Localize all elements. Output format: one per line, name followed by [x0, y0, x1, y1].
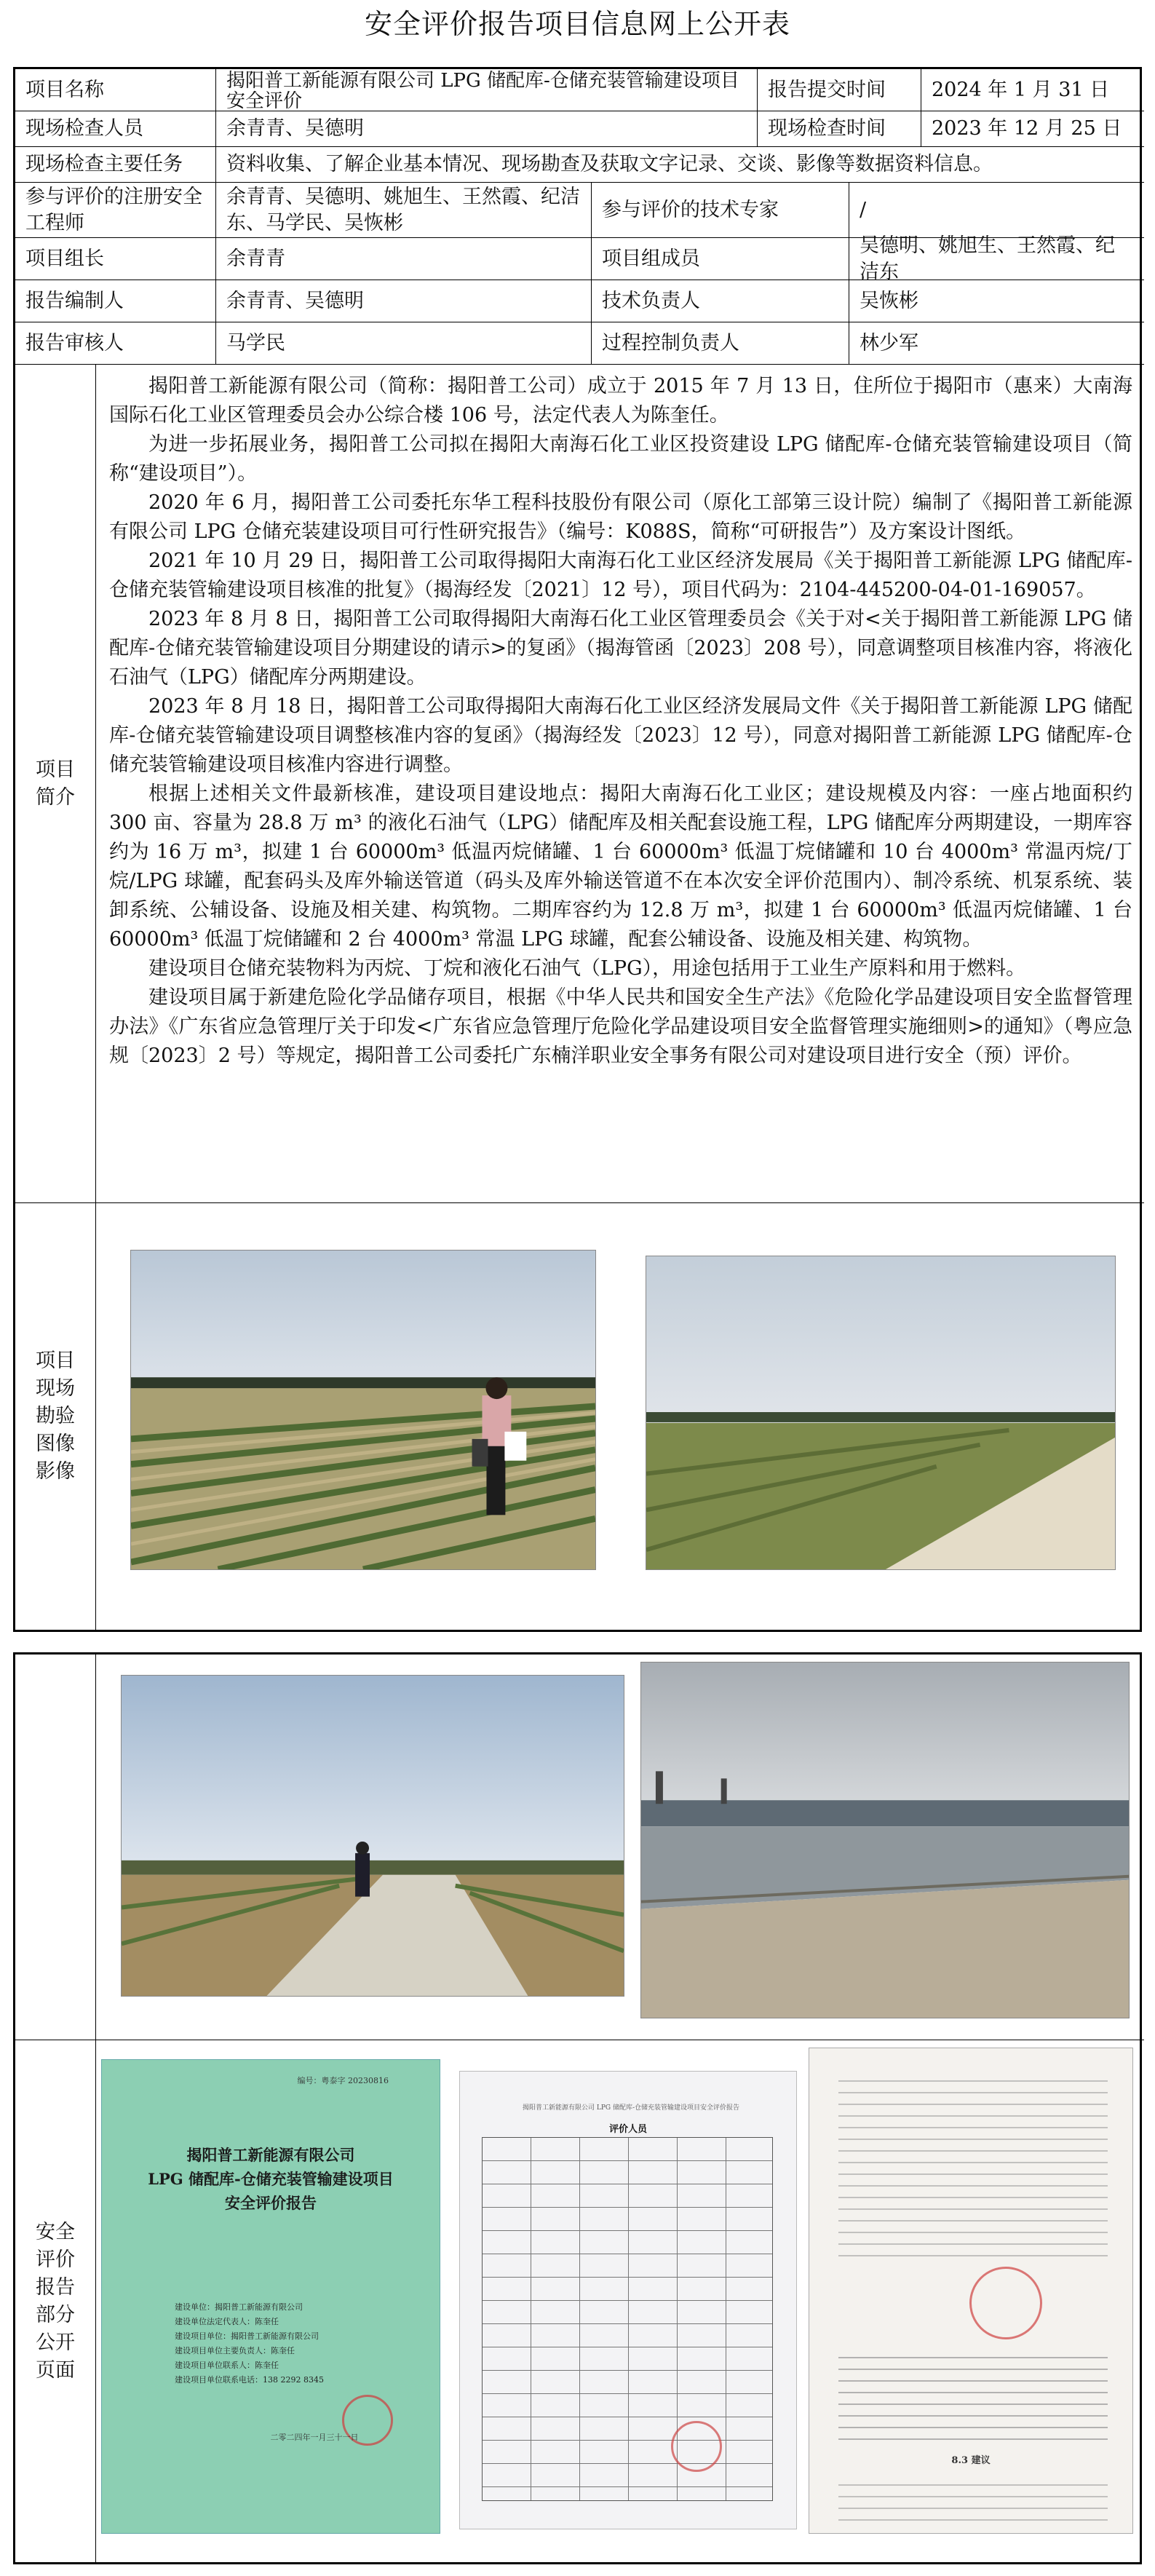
author-value: 余青青、吴德明	[216, 280, 592, 322]
report-cover-subtitle: 安全评价报告	[225, 2194, 317, 2212]
process-control-value: 林少军	[849, 322, 1144, 365]
reviewer-value: 马学民	[216, 322, 592, 365]
leader-label: 项目组长	[15, 238, 216, 280]
engineers-label: 参与评价的注册安全工程师	[15, 183, 216, 238]
submit-time-value: 2024 年 1 月 31 日	[921, 69, 1144, 111]
main-task-label: 现场检查主要任务	[15, 147, 216, 183]
report-text-section: 8.3 建议	[951, 2455, 991, 2466]
intro-paragraph: 2023 年 8 月 8 日，揭阳普工公司取得揭阳大南海石化工业区管理委员会《关于对<关于揭阳普工新能源 LPG 储配库-仓储充装管输建设项目分期建设的请示>的复函》（揭海管函〔2023〕208 号），同意调整项目核准内容，将液化石油气（LPG）储配库分两期建设。	[109, 608, 1132, 689]
report-table	[13, 1652, 1142, 2564]
intro-label	[15, 365, 96, 1203]
intro-paragraph: 根据上述相关文件最新核准，建设项目建设地点：揭阳大南海石化工业区；建设规模及内容：一座占地面积约 300 亩、容量为 28.8 万 m³ 的液化石油气（LPG）储配库及相关配套设施工程，LPG 储配库分两期建设，一期库容约为 16 万 m³，拟建 1 台 60000m³ 低温丙烷储罐、1 台 60000m³ 低温丁烷储罐和 10 台 4000m³ 常温丙烷/丁烷/LPG 球罐，配套码头及库外输送管道（码头及库外输送管道不在本次安全评价范围内）、制冷系统、机泵系统、装卸系统、公辅设备、设施及相关建、构筑物。二期库容约为 12.8 万 m³，拟建 1 台 60000m³ 低温丙烷储罐、1 台 60000m³ 低温丁烷储罐和 2 台 4000m³ 常温 LPG 球罐，配套公辅设备、设施及相关建、构筑物。	[109, 782, 1132, 951]
report-text-lines-middle	[838, 2347, 1108, 2441]
report-cover-company: 揭阳普工新能源有限公司	[186, 2146, 355, 2164]
submit-time-label: 报告提交时间	[758, 69, 921, 111]
report-staff-page	[459, 2071, 797, 2529]
intro-paragraph: 建设项目仓储充装物料为丙烷、丁烷和液化石油气（LPG），用途包括用于工业生产原料和用于燃料。	[148, 957, 1026, 980]
project-name-label: 项目名称	[15, 69, 216, 111]
author-label: 报告编制人	[15, 280, 216, 322]
report-cover-page	[101, 2059, 440, 2534]
intro-paragraph: 建设项目属于新建危险化学品储存项目，根据《中华人民共和国安全生产法》《危险化学品建设项目安全监督管理办法》《广东省应急管理厅关于印发<广东省应急管理厅危险化学品建设项目安全监督管理实施细则>的通知》（粤应急规〔2023〕2 号）等规定，揭阳普工公司委托广东楠洋职业安全事务有限公司对建设项目进行安全（预）评价。	[109, 986, 1132, 1067]
report-staff-header: 揭阳普工新能源有限公司 LPG 储配库-仓储充装管输建设项目安全评价报告	[523, 2104, 739, 2112]
report-staff-seal	[671, 2421, 722, 2472]
report-text-page	[809, 2048, 1133, 2534]
intro-paragraph: 2023 年 8 月 18 日，揭阳普工公司取得揭阳大南海石化工业区经济发展局文件《关于揭阳普工新能源 LPG 储配库-仓储充装管输建设项目调整核准内容的复函》（揭海经发〔2023〕12 号），同意对揭阳普工新能源 LPG 储配库-仓储充装管输建设项目核准内容进行调整。	[109, 695, 1132, 776]
report-text-lines-bottom	[838, 2474, 1108, 2525]
info-table	[13, 67, 1142, 1632]
experts-value: /	[849, 183, 1144, 238]
site-photos-label-text: 项目现场勘验图像影像	[36, 1350, 75, 1483]
report-text-lines-top	[838, 2070, 1108, 2259]
inspect-time-value: 2023 年 12 月 25 日	[921, 111, 1144, 147]
main-task-value: 资料收集、了解企业基本情况、现场勘查及获取文字记录、交谈、影像等数据资料信息。	[216, 147, 1144, 183]
intro-paragraph: 2020 年 6 月，揭阳普工公司委托东华工程科技股份有限公司（原化工部第三设计院）编制了《揭阳普工新能源有限公司 LPG 仓储充装建设项目可行性研究报告》（编号：K088S，简称“可研报告”）及方案设计图纸。	[109, 491, 1132, 543]
report-cover-line: 建设单位：揭阳普工新能源有限公司	[175, 2302, 303, 2312]
intro-label-text: 项目简介	[36, 758, 75, 809]
report-cover-date: 二零二四年一月三十一日	[270, 2433, 359, 2442]
page-title: 安全评价报告项目信息网上公开表	[364, 8, 790, 40]
report-cover-serial: 编号：粤泰字 20230816	[297, 2076, 389, 2085]
inspector-label: 现场检查人员	[15, 111, 216, 147]
leader-value: 余青青	[216, 238, 592, 280]
intro-paragraph: 揭阳普工新能源有限公司（简称：揭阳普工公司）成立于 2015 年 7 月 13 日，住所位于揭阳市（惠来）大南海国际石化工业区管理委员会办公综合楼 106 号，法定代表人为陈奎任。	[109, 375, 1132, 427]
process-control-label: 过程控制负责人	[592, 322, 849, 365]
reviewer-label: 报告审核人	[15, 322, 216, 365]
experts-label: 参与评价的技术专家	[592, 183, 849, 238]
members-value: 吴德明、姚旭生、王然霞、纪洁东	[849, 238, 1144, 280]
tech-lead-label: 技术负责人	[592, 280, 849, 322]
report-pages-label-text: 安全评价报告部分公开页面	[36, 2220, 75, 2382]
project-name-value: 揭阳普工新能源有限公司 LPG 储配库-仓储充装管输建设项目安全评价	[216, 69, 758, 111]
report-pages-label	[15, 2040, 96, 2562]
site-photo-riverbank	[640, 1662, 1130, 2018]
tech-lead-value: 吴恢彬	[849, 280, 1144, 322]
site-photos-label	[15, 1203, 96, 1630]
report-cover-line: 建设项目单位：揭阳普工新能源有限公司	[175, 2331, 319, 2341]
report-staff-grid	[482, 2137, 773, 2501]
site-photo-road-walking	[121, 1675, 624, 1997]
site-photo-field-with-inspector	[130, 1250, 596, 1570]
inspect-time-label: 现场检查时间	[758, 111, 921, 147]
report-cover-line: 建设项目单位主要负责人：陈奎任	[175, 2346, 295, 2355]
site-photos-continued-label	[15, 1654, 96, 2040]
members-label: 项目组成员	[592, 238, 849, 280]
report-cover-details	[175, 2300, 324, 2387]
intro-paragraph: 2021 年 10 月 29 日，揭阳普工公司取得揭阳大南海石化工业区经济发展局《关于揭阳普工新能源 LPG 储配库-仓储充装管输建设项目核准的批复》（揭海经发〔2021〕12 号），项目代码为：2104-445200-04-01-169057。	[109, 550, 1132, 601]
report-cover-title: LPG 储配库-仓储充装管输建设项目	[148, 2170, 394, 2188]
report-cover-line: 建设单位法定代表人：陈奎任	[175, 2317, 279, 2326]
report-cover-line: 建设项目单位联系人：陈奎任	[175, 2361, 279, 2370]
engineers-value: 余青青、吴德明、姚旭生、王然霞、纪洁东、马学民、吴恢彬	[216, 183, 592, 238]
report-staff-title: 评价人员	[608, 2124, 647, 2135]
intro-paragraph: 为进一步拓展业务，揭阳普工公司拟在揭阳大南海石化工业区投资建设 LPG 储配库-仓储充装管输建设项目（简称“建设项目”）。	[109, 433, 1132, 485]
report-cover-line: 建设项目单位联系电话：138 2292 8345	[175, 2375, 324, 2385]
site-photo-field-road	[646, 1256, 1116, 1570]
intro-body	[96, 365, 1144, 1203]
report-text-seal	[969, 2267, 1042, 2339]
inspector-value: 余青青、吴德明	[216, 111, 758, 147]
